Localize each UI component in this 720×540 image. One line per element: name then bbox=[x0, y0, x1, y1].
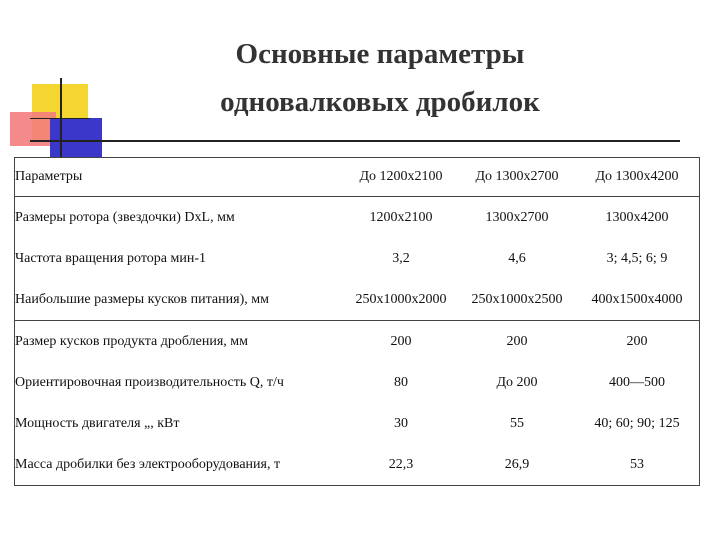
row-label: Наибольшие размеры кусков питания), мм bbox=[15, 291, 269, 307]
row-label: Ориентировочная производительность Q, т/ч bbox=[15, 374, 284, 390]
header-parameters: Параметры bbox=[15, 158, 344, 197]
table-row bbox=[15, 321, 700, 363]
row-label: Частота вращения ротора мин-1 bbox=[15, 250, 206, 266]
slide-title bbox=[150, 30, 610, 126]
decor-short-line bbox=[30, 118, 90, 119]
row-value: 1300х4200 bbox=[605, 209, 669, 225]
decor-blue-square bbox=[50, 118, 102, 158]
row-label: Масса дробилки без электрооборудования, т bbox=[15, 456, 281, 472]
row-value: 400х1500х4000 bbox=[591, 291, 683, 307]
row-value: 4,6 bbox=[508, 250, 526, 266]
row-value: 30 bbox=[394, 415, 408, 431]
header-col-2: До 1300х2700 bbox=[459, 158, 575, 197]
row-value: 1300х2700 bbox=[485, 209, 549, 225]
row-value: 200 bbox=[343, 321, 459, 363]
row-value: 250х1000х2500 bbox=[471, 291, 563, 307]
row-value: 26,9 bbox=[504, 456, 530, 472]
row-value: 400—500 bbox=[609, 374, 665, 390]
row-value: 40; 60; 90; 125 bbox=[594, 415, 680, 431]
row-value: 22,3 bbox=[388, 456, 414, 472]
row-value: До 200 bbox=[496, 374, 538, 390]
header-col-3: До 1300х4200 bbox=[575, 158, 700, 197]
row-value: 55 bbox=[510, 415, 524, 431]
title-underline bbox=[30, 140, 680, 142]
row-value: 53 bbox=[630, 456, 644, 472]
row-value: 250х1000х2000 bbox=[355, 291, 447, 307]
row-value: 3,2 bbox=[392, 250, 410, 266]
parameters-table bbox=[14, 157, 700, 486]
title-line-2: одновалковых дробилок bbox=[220, 86, 540, 118]
row-value: 200 bbox=[459, 321, 575, 363]
row-label: Размер кусков продукта дробления, мм bbox=[15, 321, 344, 363]
table-row bbox=[15, 444, 700, 486]
table-row bbox=[15, 403, 700, 444]
row-value: 3; 4,5; 6; 9 bbox=[606, 250, 668, 266]
table-row bbox=[15, 238, 700, 279]
table-row bbox=[15, 362, 700, 403]
header-col-1: До 1200х2100 bbox=[343, 158, 459, 197]
title-line-1: Основные параметры bbox=[235, 38, 525, 70]
row-value: 1200х2100 bbox=[369, 209, 433, 225]
row-label: Мощность двигателя „, кВт bbox=[15, 415, 180, 431]
table-row bbox=[15, 197, 700, 239]
table-row bbox=[15, 279, 700, 321]
row-value: 200 bbox=[575, 321, 700, 363]
table-header-row bbox=[15, 158, 700, 197]
row-value: 80 bbox=[394, 374, 408, 390]
row-label: Размеры ротора (звездочки) DxL, мм bbox=[15, 209, 235, 225]
